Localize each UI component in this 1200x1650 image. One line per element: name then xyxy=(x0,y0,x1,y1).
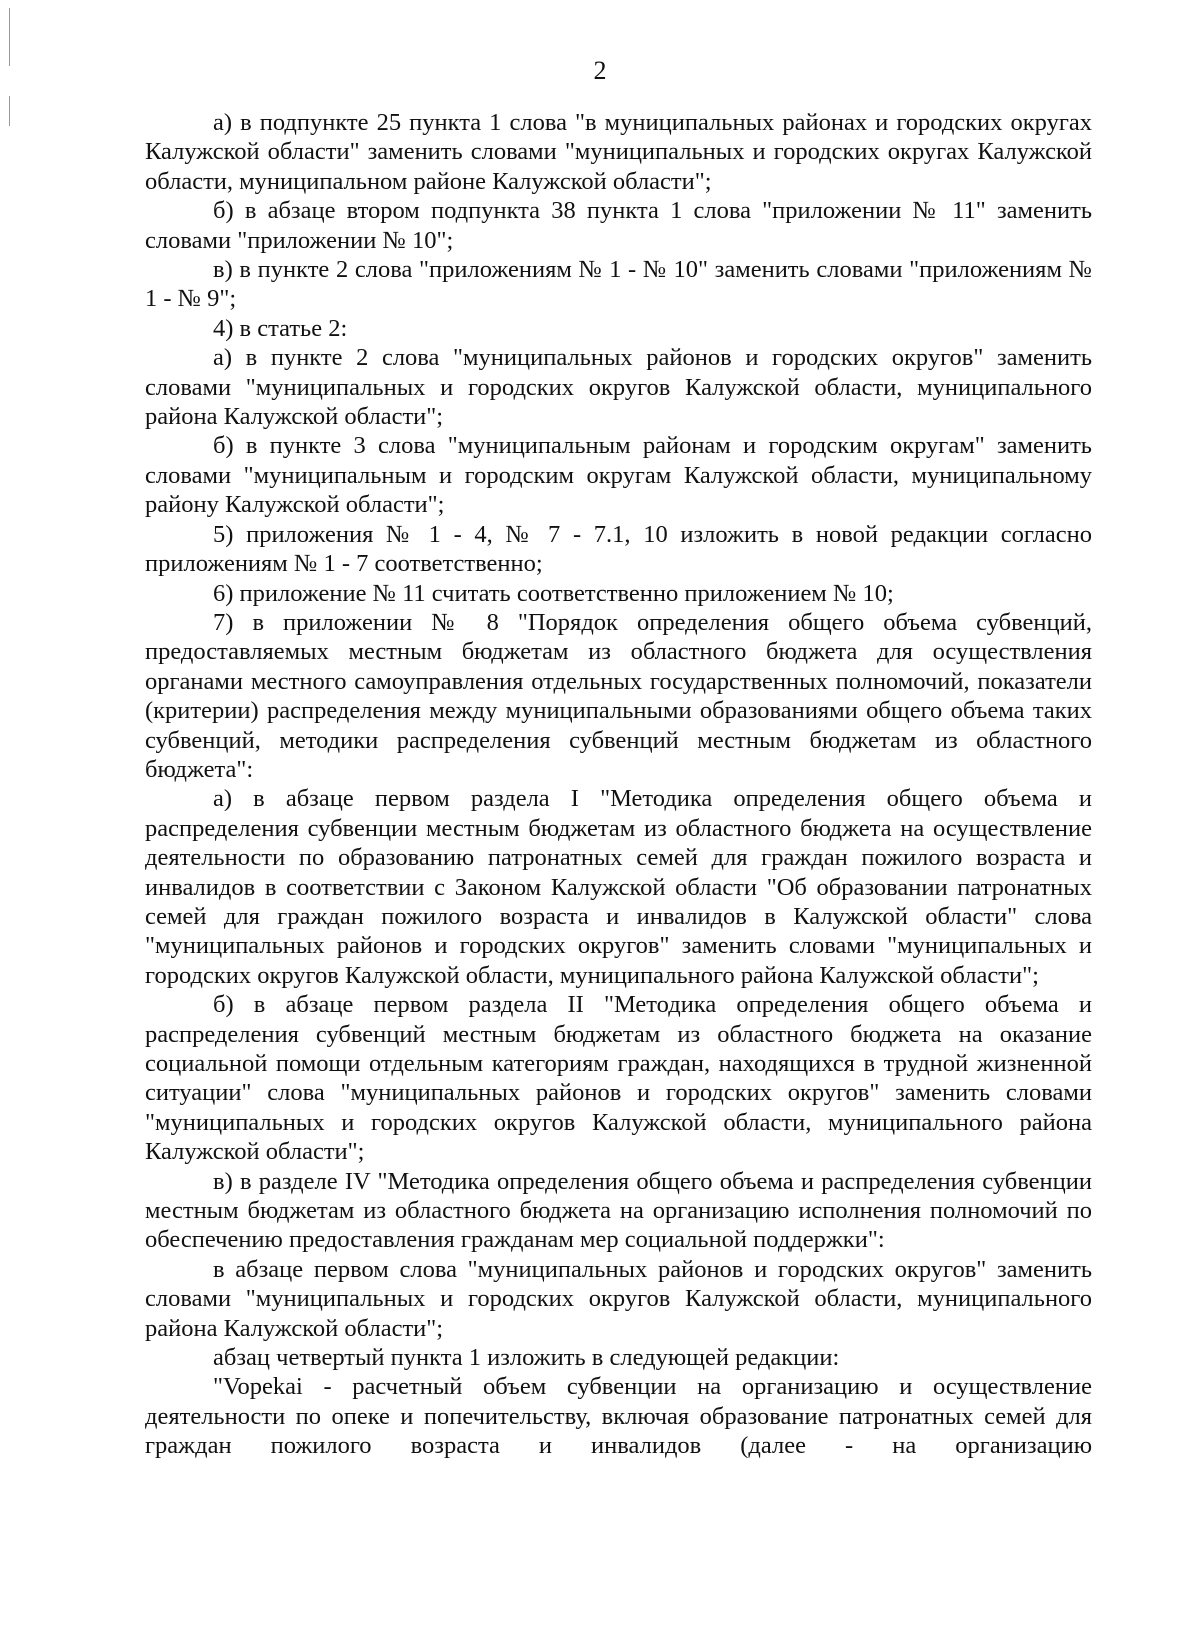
paragraph-amend-1c: в) в пункте 2 слова "приложениям № 1 - № 10" заменить словами "приложениям № 1 - № 9"; xyxy=(145,256,1092,313)
scan-edge-mark xyxy=(9,96,10,126)
page-number: 2 xyxy=(593,56,607,85)
paragraph-amend-1a: а) в подпункте 25 пункта 1 слова "в муниципальных районах и городских округах Калужской области" заменить словами "муниципальных и городских округах Калужской области, муниципальном районе Калужской области"; xyxy=(145,109,1092,195)
document-body xyxy=(145,108,1092,1461)
paragraph-amend-7b: б) в абзаце первом раздела II "Методика определения общего объема и распределения субвенций местным бюджетам из областного бюджета на оказание социальной помощи отдельным категориям граждан, находящихся в трудной жизненной ситуации" слова "муниципальных районов и городских округов" заменить словами "муниципальных и городских округов Калужской области, муниципального района Калужской области"; xyxy=(145,991,1092,1166)
paragraph-item-6: 6) приложение № 11 считать соответственно приложением № 10; xyxy=(213,579,894,607)
paragraph-amend-1b: б) в абзаце втором подпункта 38 пункта 1 слова "приложении № 11" заменить словами "приложении № 10"; xyxy=(145,197,1092,254)
paragraph-amend-7c: в) в разделе IV "Методика определения общего объема и распределения субвенции местным бюджетам из областного бюджета на организацию исполнения полномочий по обеспечению предоставления гражданам мер социальной поддержки": xyxy=(145,1167,1092,1254)
paragraph-amend-4a: а) в пункте 2 слова "муниципальных районов и городских округов" заменить словами "муниципальных и городских округов Калужской области, муниципального района Калужской области"; xyxy=(145,344,1092,431)
paragraph-amend-7a: а) в абзаце первом раздела I "Методика определения общего объема и распределения субвенции местным бюджетам из областного бюджета на осуществление деятельности по образованию патронатных семей для граждан пожилого возраста и инвалидов в соответствии с Законом Калужской области "Об образовании патронатных семей для граждан пожилого возраста и инвалидов в Калужской области" слова "муниципальных районов и городских округов" заменить словами "муниципальных и городских округов Калужской области, муниципального района Калужской области"; xyxy=(145,785,1092,989)
paragraph-vopekai-definition: "Vopekai - расчетный объем субвенции на организацию и осуществление деятельности по опеке и попечительству, включая образование патронатных семей для граждан пожилого возраста и инвалидов (далее - на организацию xyxy=(145,1373,1092,1460)
paragraph-amend-7c-first: в абзаце первом слова "муниципальных районов и городских округов" заменить словами "муниципальных и городских округов Калужской области, муниципального района Калужской области"; xyxy=(145,1255,1092,1342)
paragraph-item-5: 5) приложения № 1 - 4, № 7 - 7.1, 10 изложить в новой редакции согласно приложениям № 1 - 7 соответственно; xyxy=(145,520,1092,578)
paragraph-amend-7c-fourth: абзац четвертый пункта 1 изложить в следующей редакции: xyxy=(213,1344,840,1372)
paragraph-item-7: 7) в приложении № 8 "Порядок определения общего объема субвенций, предоставляемых местным бюджетам из областного бюджета для осуществления органами местного самоуправления отдельных государственных полномочий, показатели (критерии) распределения между муниципальными образованиями общего объема таких субвенций, методики распределения субвенций местным бюджетам из областного бюджета": xyxy=(145,608,1092,783)
paragraph-item-4: 4) в статье 2: xyxy=(213,314,348,342)
paragraph-amend-4b: б) в пункте 3 слова "муниципальным районам и городским округам" заменить словами "муниципальным и городским округам Калужской области, муниципальному району Калужской области"; xyxy=(145,432,1092,519)
